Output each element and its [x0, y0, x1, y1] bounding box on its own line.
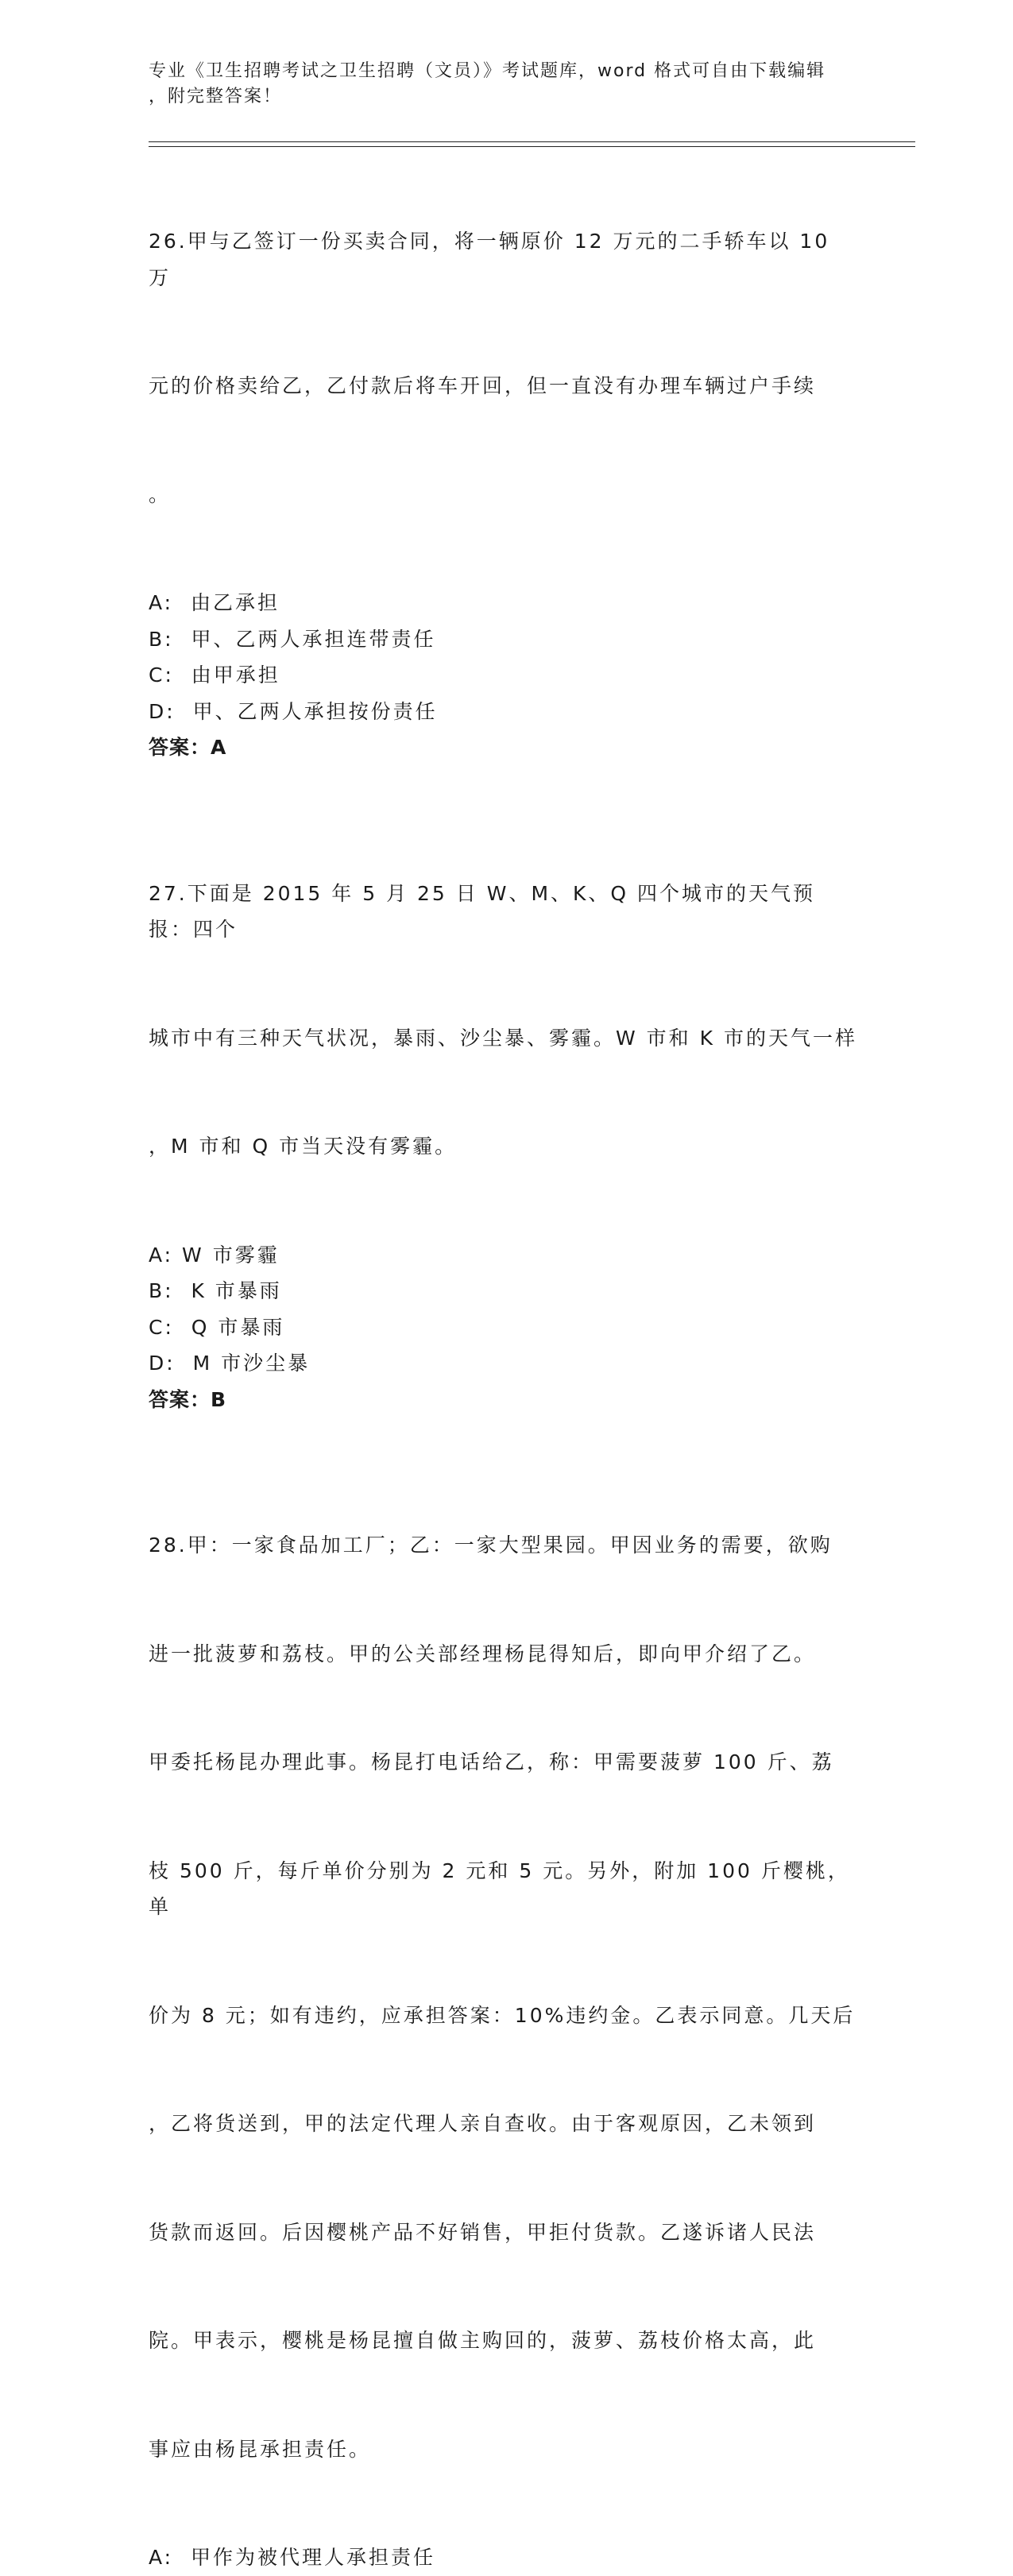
option-d: D: M 市沙尘暴: [149, 1352, 311, 1375]
question-list: [149, 151, 860, 2576]
question-stem: [149, 1455, 860, 2539]
question-stem: [149, 803, 860, 1237]
stem-line: 26.甲与乙签订一份买卖合同，将一辆原价 12 万元的二手轿车以 10 万: [149, 230, 839, 289]
option-b: B: 甲、乙两人承担连带责任: [149, 627, 436, 651]
stem-line: 事应由杨昆承担责任。: [149, 2437, 372, 2461]
intro-line-1: 专业《卫生招聘考试之卫生招聘（文员）》考试题库，word 格式可自由下载编辑: [149, 61, 826, 81]
answer-line: 答案：B: [149, 1387, 227, 1411]
document-intro: [149, 59, 848, 110]
stem-line: 货款而返回。后因樱桃产品不好销售，甲拒付货款。乙遂诉诸人民法: [149, 2220, 817, 2244]
stem-line: 价为 8 元；如有违约，应承担答案：10%违约金。乙表示同意。几天后: [149, 2003, 856, 2027]
stem-line: 院。甲表示，樱桃是杨昆擅自做主购回的，菠萝、荔枝价格太高，此: [149, 2329, 817, 2352]
stem-line: ，乙将货送到，甲的法定代理人亲自查收。由于客观原因，乙未领到: [149, 2112, 817, 2135]
question-stem: [149, 151, 860, 585]
option-list: [149, 1237, 860, 1382]
stem-line: 城市中有三种天气状况，暴雨、沙尘暴、雾霾。W 市和 K 市的天气一样: [149, 1026, 857, 1050]
option-a: A: 甲作为被代理人承担责任: [149, 2546, 435, 2569]
stem-line: 。: [149, 482, 172, 506]
option-list: [149, 2539, 860, 2576]
answer-line: 答案：A: [149, 736, 227, 759]
option-list: [149, 585, 860, 729]
option-c: C: Q 市暴雨: [149, 1315, 285, 1339]
option-d: D: 甲、乙两人承担按份责任: [149, 699, 438, 723]
stem-line: 28.甲：一家食品加工厂；乙：一家大型果园。甲因业务的需要，欲购: [149, 1534, 833, 1557]
header-divider-bottom: [149, 146, 915, 147]
option-a: A: W 市雾霾: [149, 1243, 280, 1267]
question-27: [149, 803, 860, 1418]
stem-line: ，M 市和 Q 市当天没有雾霾。: [149, 1135, 458, 1158]
stem-line: 枝 500 斤，每斤单价分别为 2 元和 5 元。另外，附加 100 斤樱桃，单: [149, 1859, 850, 1918]
question-26: [149, 151, 860, 766]
question-28: [149, 1455, 860, 2576]
stem-line: 27.下面是 2015 年 5 月 25 日 W、M、K、Q 四个城市的天气预报：四个: [149, 881, 816, 941]
question-spacer: [149, 1418, 860, 1455]
option-c: C: 由甲承担: [149, 663, 280, 687]
question-spacer: [149, 766, 860, 803]
intro-line-2: ，附完整答案！: [149, 87, 283, 106]
stem-line: 元的价格卖给乙，乙付款后将车开回，但一直没有办理车辆过户手续: [149, 374, 817, 397]
option-b: B: K 市暴雨: [149, 1279, 282, 1302]
option-a: A: 由乙承担: [149, 591, 280, 614]
header-divider-top: [149, 141, 915, 142]
stem-line: 甲委托杨昆办理此事。杨昆打电话给乙，称：甲需要菠萝 100 斤、荔: [149, 1750, 834, 1773]
stem-line: 进一批菠萝和荔枝。甲的公关部经理杨昆得知后，即向甲介绍了乙。: [149, 1642, 817, 1665]
